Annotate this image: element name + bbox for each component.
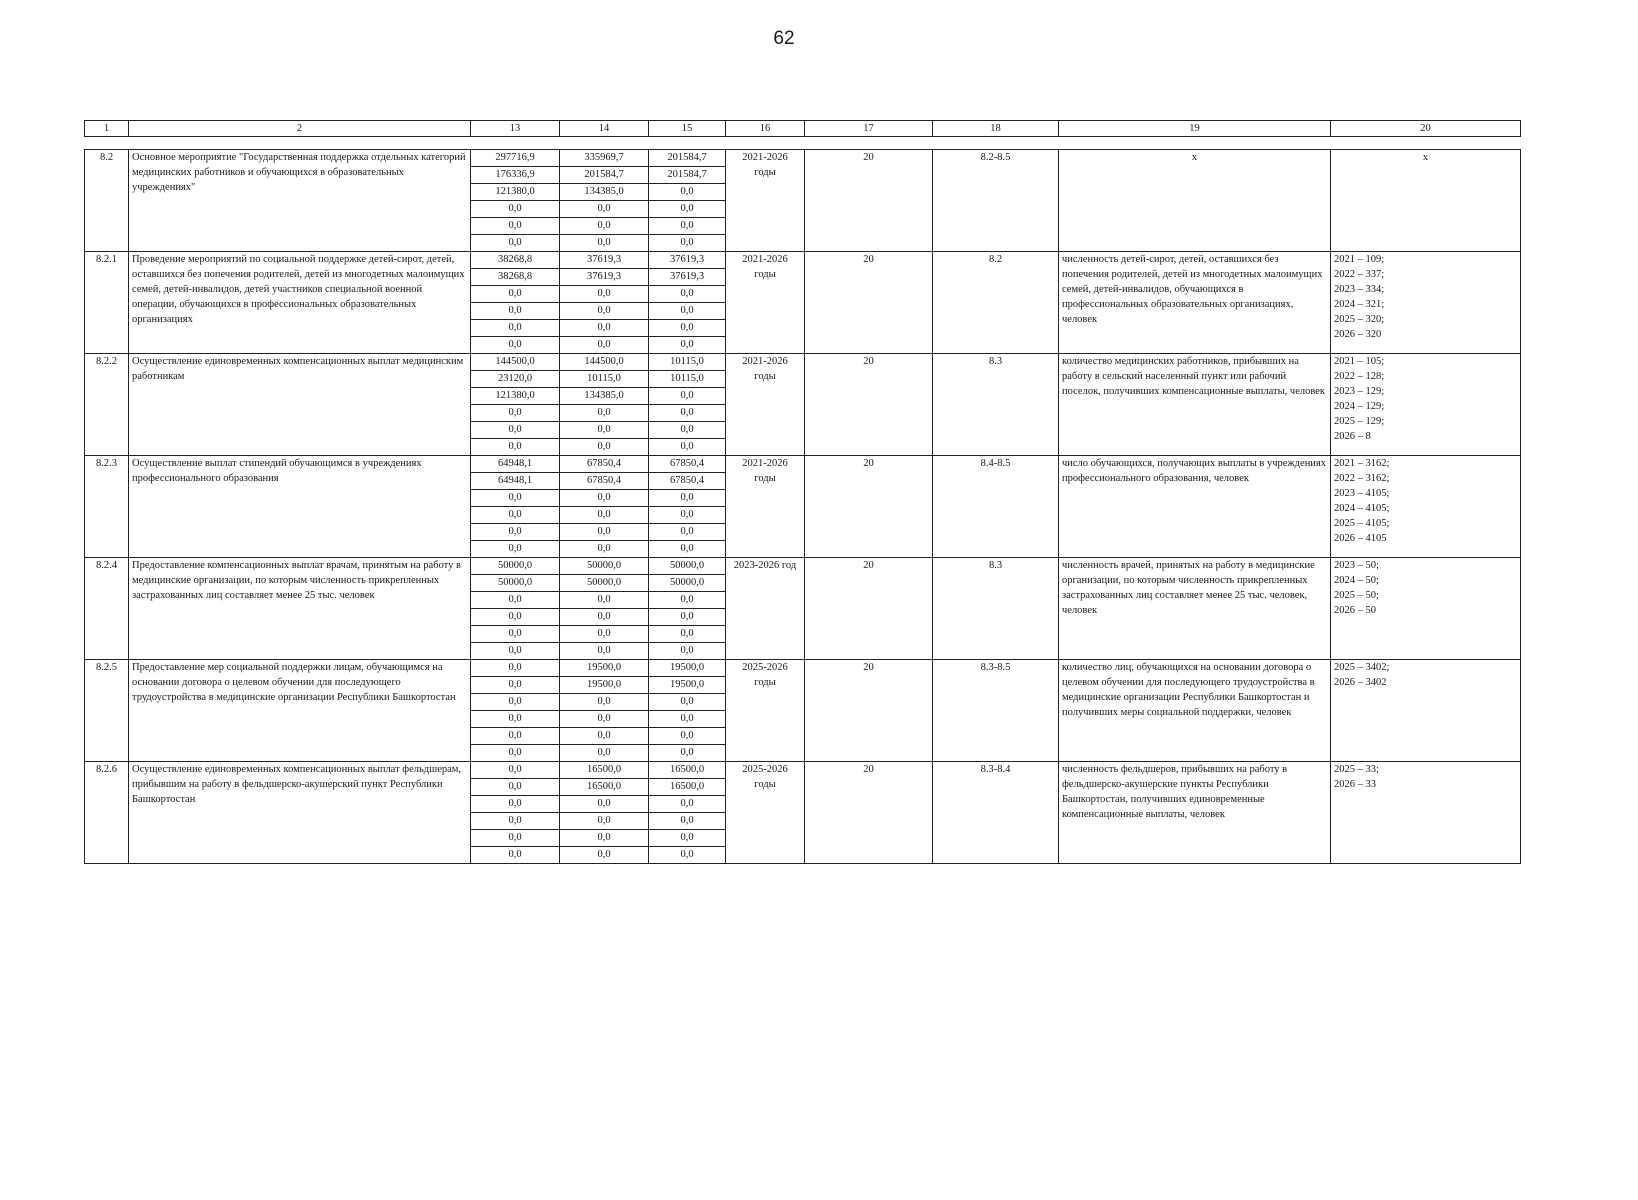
- period-cell: 2025-2026 годы: [726, 660, 805, 762]
- value-cell: 134385,0: [560, 388, 649, 405]
- value-cell: 0,0: [560, 609, 649, 626]
- table-row: [85, 150, 1521, 167]
- header-cell: 1: [85, 121, 129, 137]
- value-cell: 134385,0: [560, 184, 649, 201]
- value-cell: 0,0: [471, 677, 560, 694]
- value-cell: 0,0: [471, 235, 560, 252]
- value-cell: 0,0: [560, 711, 649, 728]
- period-cell: 2021-2026 годы: [726, 354, 805, 456]
- value-cell: 19500,0: [649, 660, 726, 677]
- page-number: 62: [773, 28, 795, 49]
- value-cell: 19500,0: [560, 677, 649, 694]
- value-cell: 50000,0: [471, 558, 560, 575]
- period-cell: 2023-2026 год: [726, 558, 805, 660]
- value-cell: 0,0: [560, 405, 649, 422]
- target-values-cell: 2021 – 3162; 2022 – 3162; 2023 – 4105; 2024 – 4105; 2025 – 4105; 2026 – 4105: [1331, 456, 1521, 558]
- indicator-cell: x: [1059, 150, 1331, 252]
- value-cell: 0,0: [560, 643, 649, 660]
- col17-cell: 20: [805, 456, 933, 558]
- value-cell: 0,0: [471, 490, 560, 507]
- value-cell: 0,0: [471, 660, 560, 677]
- value-cell: 10115,0: [649, 354, 726, 371]
- table-row: [85, 660, 1521, 677]
- value-cell: 37619,3: [649, 269, 726, 286]
- value-cell: 23120,0: [471, 371, 560, 388]
- value-cell: 0,0: [471, 745, 560, 762]
- item-number: 8.2.1: [85, 252, 129, 354]
- value-cell: 0,0: [649, 694, 726, 711]
- value-cell: 0,0: [649, 592, 726, 609]
- value-cell: 201584,7: [560, 167, 649, 184]
- value-cell: 0,0: [560, 626, 649, 643]
- indicator-cell: число обучающихся, получающих выплаты в учреждениях профессионального образования, человек: [1059, 456, 1331, 558]
- table-row: [85, 762, 1521, 779]
- value-cell: 50000,0: [649, 575, 726, 592]
- value-cell: 67850,4: [560, 456, 649, 473]
- value-cell: 0,0: [560, 728, 649, 745]
- value-cell: 0,0: [471, 422, 560, 439]
- col17-cell: 20: [805, 354, 933, 456]
- table-body: [85, 150, 1521, 864]
- value-cell: 0,0: [471, 201, 560, 218]
- indicator-cell: количество лиц, обучающихся на основании договора о целевом обучении для последующего трудоустройства в медицинские организации Республики Башкортостан и получивших меры социальной поддержки, человек: [1059, 660, 1331, 762]
- value-cell: 0,0: [649, 847, 726, 864]
- value-cell: 297716,9: [471, 150, 560, 167]
- col18-cell: 8.2: [933, 252, 1059, 354]
- program-table: [84, 120, 1521, 864]
- period-cell: 2021-2026 годы: [726, 252, 805, 354]
- header-cell: 14: [560, 121, 649, 137]
- value-cell: 10115,0: [560, 371, 649, 388]
- header-cell: 19: [1059, 121, 1331, 137]
- value-cell: 0,0: [560, 490, 649, 507]
- target-values-cell: 2025 – 3402; 2026 – 3402: [1331, 660, 1521, 762]
- col17-cell: 20: [805, 150, 933, 252]
- target-values-cell: 2025 – 33; 2026 – 33: [1331, 762, 1521, 864]
- value-cell: 0,0: [560, 201, 649, 218]
- header-spacer: [85, 137, 1521, 150]
- value-cell: 0,0: [471, 524, 560, 541]
- value-cell: 0,0: [471, 320, 560, 337]
- item-name: Осуществление выплат стипендий обучающимся в учреждениях профессионального образования: [129, 456, 471, 558]
- value-cell: 0,0: [560, 320, 649, 337]
- value-cell: 335969,7: [560, 150, 649, 167]
- item-name: Проведение мероприятий по социальной поддержке детей-сирот, детей, оставшихся без попечения родителей, детей из многодетных малоимущих семей, детей-инвалидов, детей участников специальной военной операции, обучающихся в профессиональных образовательных организациях: [129, 252, 471, 354]
- value-cell: 0,0: [560, 507, 649, 524]
- value-cell: 0,0: [560, 218, 649, 235]
- value-cell: 19500,0: [560, 660, 649, 677]
- value-cell: 50000,0: [560, 558, 649, 575]
- value-cell: 0,0: [471, 796, 560, 813]
- value-cell: 0,0: [649, 218, 726, 235]
- item-number: 8.2: [85, 150, 129, 252]
- header-cell: 13: [471, 121, 560, 137]
- target-values-cell: 2021 – 109; 2022 – 337; 2023 – 334; 2024 – 321; 2025 – 320; 2026 – 320: [1331, 252, 1521, 354]
- header-cell: 15: [649, 121, 726, 137]
- item-number: 8.2.2: [85, 354, 129, 456]
- col17-cell: 20: [805, 660, 933, 762]
- value-cell: 0,0: [471, 830, 560, 847]
- period-cell: 2025-2026 годы: [726, 762, 805, 864]
- value-cell: 0,0: [649, 286, 726, 303]
- value-cell: 64948,1: [471, 456, 560, 473]
- value-cell: 0,0: [649, 235, 726, 252]
- value-cell: 0,0: [471, 762, 560, 779]
- value-cell: 0,0: [649, 524, 726, 541]
- value-cell: 37619,3: [560, 252, 649, 269]
- header-cell: 20: [1331, 121, 1521, 137]
- value-cell: 0,0: [560, 813, 649, 830]
- header-cell: 16: [726, 121, 805, 137]
- spacer-cell: [85, 137, 1521, 150]
- value-cell: 0,0: [471, 592, 560, 609]
- value-cell: 0,0: [471, 694, 560, 711]
- value-cell: 0,0: [560, 830, 649, 847]
- table-row: [85, 456, 1521, 473]
- value-cell: 16500,0: [560, 779, 649, 796]
- value-cell: 0,0: [471, 439, 560, 456]
- col18-cell: 8.3: [933, 354, 1059, 456]
- value-cell: 0,0: [560, 541, 649, 558]
- col18-cell: 8.4-8.5: [933, 456, 1059, 558]
- col17-cell: 20: [805, 762, 933, 864]
- value-cell: 67850,4: [649, 456, 726, 473]
- value-cell: 16500,0: [649, 762, 726, 779]
- indicator-cell: численность фельдшеров, прибывших на работу в фельдшерско-акушерские пункты Республики Башкортостан, получивших единовременные компенсационные выплаты, человек: [1059, 762, 1331, 864]
- header-cell: 18: [933, 121, 1059, 137]
- header-cell: 17: [805, 121, 933, 137]
- value-cell: 10115,0: [649, 371, 726, 388]
- value-cell: 201584,7: [649, 167, 726, 184]
- value-cell: 0,0: [471, 218, 560, 235]
- value-cell: 0,0: [649, 388, 726, 405]
- value-cell: 0,0: [471, 626, 560, 643]
- value-cell: 37619,3: [560, 269, 649, 286]
- value-cell: 0,0: [560, 592, 649, 609]
- value-cell: 0,0: [649, 796, 726, 813]
- value-cell: 121380,0: [471, 184, 560, 201]
- table-row: [85, 354, 1521, 371]
- value-cell: 0,0: [560, 286, 649, 303]
- value-cell: 0,0: [649, 184, 726, 201]
- value-cell: 0,0: [560, 694, 649, 711]
- item-number: 8.2.4: [85, 558, 129, 660]
- value-cell: 121380,0: [471, 388, 560, 405]
- indicator-cell: численность детей-сирот, детей, оставшихся без попечения родителей, детей из многодетных малоимущих семей, детей-инвалидов, обучающихся в профессиональных образовательных организациях, человек: [1059, 252, 1331, 354]
- value-cell: 38268,8: [471, 252, 560, 269]
- value-cell: 0,0: [649, 830, 726, 847]
- value-cell: 0,0: [649, 507, 726, 524]
- item-name: Осуществление единовременных компенсационных выплат фельдшерам, прибывшим на работу в фельдшерско-акушерский пункт Республики Башкортостан: [129, 762, 471, 864]
- value-cell: 0,0: [560, 422, 649, 439]
- value-cell: 19500,0: [649, 677, 726, 694]
- period-cell: 2021-2026 годы: [726, 150, 805, 252]
- value-cell: 0,0: [560, 524, 649, 541]
- value-cell: 0,0: [649, 711, 726, 728]
- indicator-cell: численность врачей, принятых на работу в медицинские организации, по которым численность прикрепленных застрахованных лиц составляет менее 25 тыс. человек, человек: [1059, 558, 1331, 660]
- value-cell: 0,0: [649, 201, 726, 218]
- col17-cell: 20: [805, 558, 933, 660]
- value-cell: 0,0: [649, 405, 726, 422]
- value-cell: 0,0: [471, 847, 560, 864]
- value-cell: 16500,0: [649, 779, 726, 796]
- value-cell: 0,0: [471, 286, 560, 303]
- item-name: Предоставление мер социальной поддержки лицам, обучающимся на основании договора о целевом обучении для последующего трудоустройства в медицинские организации Республики Башкортостан: [129, 660, 471, 762]
- value-cell: 0,0: [471, 303, 560, 320]
- target-values-cell: 2023 – 50; 2024 – 50; 2025 – 50; 2026 – 50: [1331, 558, 1521, 660]
- value-cell: 64948,1: [471, 473, 560, 490]
- value-cell: 0,0: [471, 541, 560, 558]
- target-values-cell: x: [1331, 150, 1521, 252]
- value-cell: 0,0: [649, 541, 726, 558]
- col18-cell: 8.3-8.5: [933, 660, 1059, 762]
- value-cell: 0,0: [649, 490, 726, 507]
- value-cell: 0,0: [560, 303, 649, 320]
- value-cell: 67850,4: [649, 473, 726, 490]
- value-cell: 50000,0: [560, 575, 649, 592]
- value-cell: 144500,0: [560, 354, 649, 371]
- item-number: 8.2.6: [85, 762, 129, 864]
- value-cell: 0,0: [649, 337, 726, 354]
- target-values-cell: 2021 – 105; 2022 – 128; 2023 – 129; 2024 – 129; 2025 – 129; 2026 – 8: [1331, 354, 1521, 456]
- col18-cell: 8.3-8.4: [933, 762, 1059, 864]
- value-cell: 16500,0: [560, 762, 649, 779]
- value-cell: 0,0: [560, 439, 649, 456]
- value-cell: 0,0: [471, 609, 560, 626]
- value-cell: 0,0: [560, 796, 649, 813]
- value-cell: 176336,9: [471, 167, 560, 184]
- col18-cell: 8.2-8.5: [933, 150, 1059, 252]
- item-name: Предоставление компенсационных выплат врачам, принятым на работу в медицинские организации, по которым численность прикрепленных застрахованных лиц составляет менее 25 тыс. человек: [129, 558, 471, 660]
- item-number: 8.2.3: [85, 456, 129, 558]
- value-cell: 201584,7: [649, 150, 726, 167]
- value-cell: 0,0: [649, 422, 726, 439]
- value-cell: 38268,8: [471, 269, 560, 286]
- value-cell: 0,0: [649, 626, 726, 643]
- value-cell: 0,0: [471, 643, 560, 660]
- header-cell: 2: [129, 121, 471, 137]
- value-cell: 0,0: [560, 847, 649, 864]
- header-row: [85, 121, 1521, 137]
- value-cell: 0,0: [649, 813, 726, 830]
- value-cell: 0,0: [649, 303, 726, 320]
- value-cell: 0,0: [471, 711, 560, 728]
- value-cell: 0,0: [649, 728, 726, 745]
- value-cell: 0,0: [649, 643, 726, 660]
- value-cell: 0,0: [649, 609, 726, 626]
- indicator-cell: количество медицинских работников, прибывших на работу в сельский населенный пункт или рабочий поселок, получивших компенсационные выплаты, человек: [1059, 354, 1331, 456]
- value-cell: 0,0: [471, 728, 560, 745]
- value-cell: 0,0: [649, 745, 726, 762]
- item-name: Основное мероприятие "Государственная поддержка отдельных категорий медицинских работников и обучающихся в образовательных учреждениях": [129, 150, 471, 252]
- item-name: Осуществление единовременных компенсационных выплат медицинским работникам: [129, 354, 471, 456]
- value-cell: 0,0: [649, 439, 726, 456]
- value-cell: 37619,3: [649, 252, 726, 269]
- period-cell: 2021-2026 годы: [726, 456, 805, 558]
- value-cell: 0,0: [471, 507, 560, 524]
- item-number: 8.2.5: [85, 660, 129, 762]
- value-cell: 0,0: [649, 320, 726, 337]
- value-cell: 0,0: [560, 235, 649, 252]
- value-cell: 50000,0: [649, 558, 726, 575]
- col18-cell: 8.3: [933, 558, 1059, 660]
- value-cell: 0,0: [471, 405, 560, 422]
- table-row: [85, 558, 1521, 575]
- value-cell: 144500,0: [471, 354, 560, 371]
- value-cell: 0,0: [560, 337, 649, 354]
- col17-cell: 20: [805, 252, 933, 354]
- table-row: [85, 252, 1521, 269]
- value-cell: 0,0: [560, 745, 649, 762]
- value-cell: 0,0: [471, 813, 560, 830]
- value-cell: 0,0: [471, 337, 560, 354]
- value-cell: 67850,4: [560, 473, 649, 490]
- value-cell: 0,0: [471, 779, 560, 796]
- value-cell: 50000,0: [471, 575, 560, 592]
